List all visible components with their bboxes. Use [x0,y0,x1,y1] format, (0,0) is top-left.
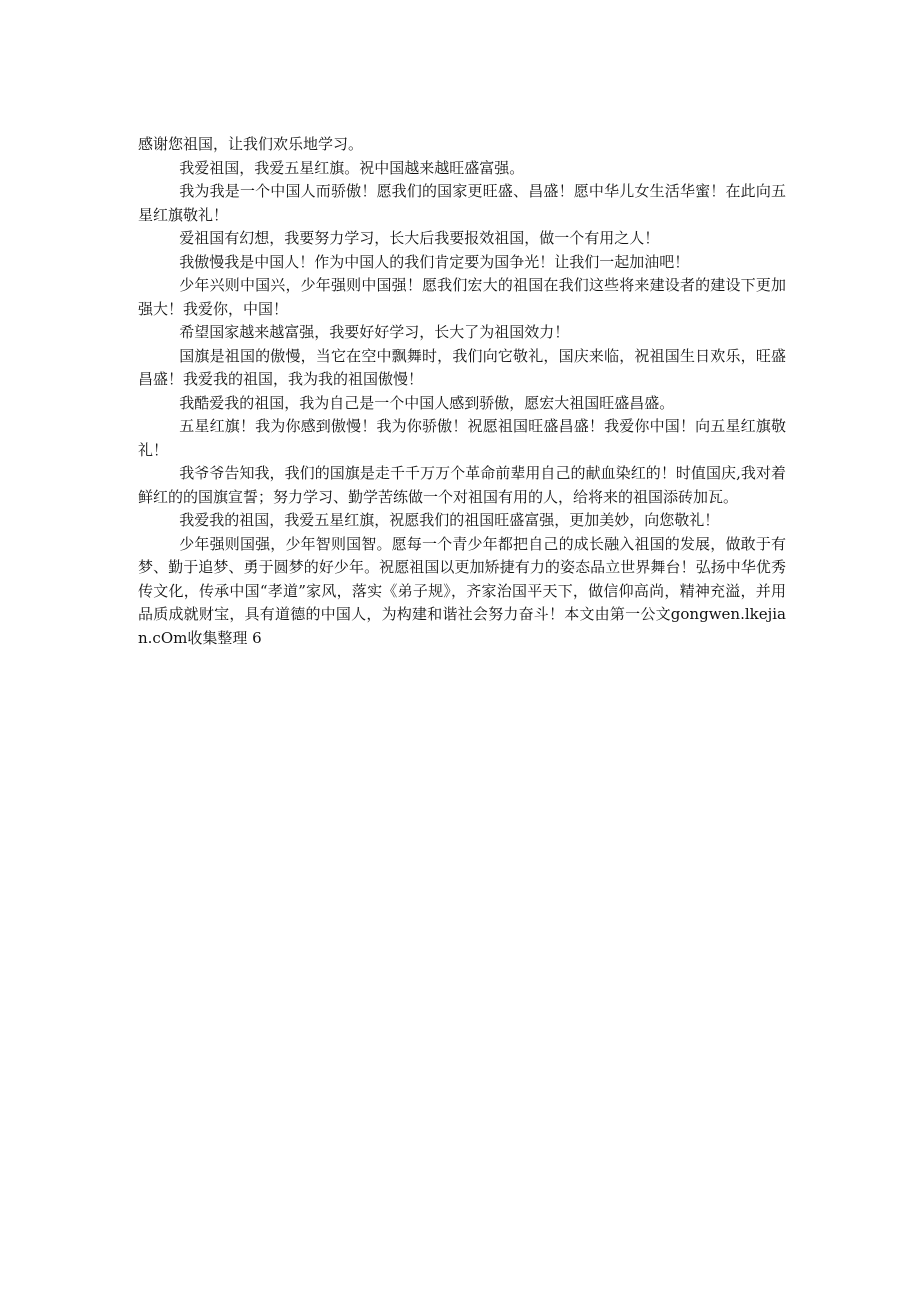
paragraph-13: 少年强则国强，少年智则国智。愿每一个青少年都把自己的成长融入祖国的发展，做敢于有梦、勤于追梦、勇于圆梦的好少年。祝愿祖国以更加矫捷有力的姿态品立世界舞台！弘扬中华优秀传文化，传承中国“孝道”家风，落实《弟子规》，齐家治国平天下，做信仰高尚，精神充溢，并用品质成就财宝，具有道德的中国人，为构建和谐社会努力奋斗！本文由第一公文gongwen.lkejian.cOm收集整理 6 [138,534,786,647]
paragraph-11: 我爷爷告知我，我们的国旗是走千千万万个革命前辈用自己的献血染红的！时值国庆,我对着鲜红的的国旗宣誓；努力学习、勤学苦练做一个对祖国有用的人，给将来的祖国添砖加瓦。 [138,464,786,506]
paragraph-12: 我爱我的祖国，我爱五星红旗，祝愿我们的祖国旺盛富强，更加美妙，向您敬礼！ [179,511,720,529]
paragraph-10: 五星红旗！我为你感到傲慢！我为你骄傲！祝愿祖国旺盛昌盛！我爱你中国！向五星红旗敬礼！ [138,417,786,459]
paragraph-3: 我为我是一个中国人而骄傲！愿我们的国家更旺盛、昌盛！愿中华儿女生活华蜜！在此向五星红旗敬礼！ [138,182,786,224]
paragraph-1: 感谢您祖国，让我们欢乐地学习。 [138,135,364,153]
paragraph-7: 希望国家越来越富强，我要好好学习，长大了为祖国效力！ [179,323,570,341]
paragraph-2: 我爱祖国，我爱五星红旗。祝中国越来越旺盛富强。 [179,158,525,177]
document-body [138,133,786,650]
paragraph-4: 爱祖国有幻想，我要努力学习，长大后我要报效祖国，做一个有用之人！ [179,229,660,247]
paragraph-8: 国旗是祖国的傲慢，当它在空中飘舞时，我们向它敬礼，国庆来临，祝祖国生日欢乐，旺盛昌盛！我爱我的祖国，我为我的祖国傲慢！ [138,346,786,388]
paragraph-5: 我傲慢我是中国人！作为中国人的我们肯定要为国争光！让我们一起加油吧！ [179,252,690,271]
paragraph-6: 少年兴则中国兴，少年强则中国强！愿我们宏大的祖国在我们这些将来建设者的建设下更加强大！我爱你，中国！ [138,276,786,318]
paragraph-9: 我酷爱我的祖国，我为自己是一个中国人感到骄傲，愿宏大祖国旺盛昌盛。 [179,393,675,412]
